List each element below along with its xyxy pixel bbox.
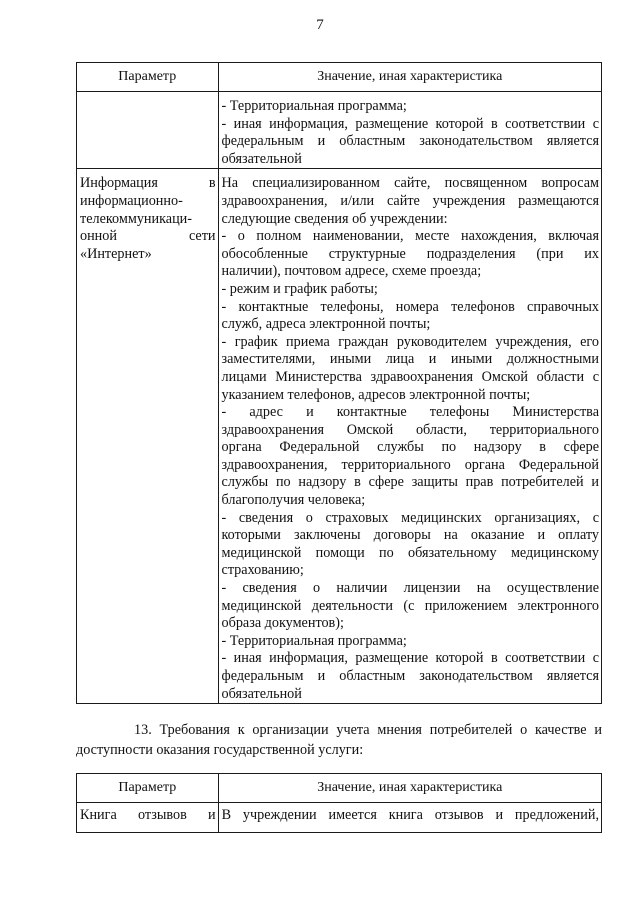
feedback-param-text: Книга отзывов и (80, 807, 216, 823)
value-text-line: лицами Министерства здравоохранения Омской области с (221, 368, 599, 385)
value-text-line: заместителями, иными лица и иными должностными (221, 351, 599, 368)
value-text-line: медицинской помощи по обязательному медицинскому (221, 544, 599, 561)
section-13-paragraph (76, 720, 602, 760)
param-text-line: Информация в (80, 175, 216, 192)
value-text-line: На специализированном сайте, посвященном вопросам (221, 175, 599, 192)
value-text-line: здравоохранения, территориального органа Федеральной (221, 456, 599, 473)
table-feedback (76, 773, 602, 833)
param-text-line: телекоммуникаци- (80, 210, 192, 227)
value-text-line: - сведения о страховых медицинских организациях, с (221, 509, 599, 526)
page-number: 7 (316, 17, 324, 33)
table-header-row (77, 63, 602, 92)
feedback-value-cell (218, 803, 601, 833)
header-value: Значение, иная характеристика (218, 63, 601, 92)
value-text-line: здравоохранения Омской области, территориального (221, 421, 599, 438)
table-header-row (77, 774, 602, 803)
value-text-line: медицинской деятельности (с приложением электронного (221, 597, 599, 614)
value-text-line: - контактные телефоны, номера телефонов справочных (221, 298, 599, 315)
value-text-line: здравоохранения, и/или сайте учреждения размещаются (221, 192, 599, 209)
param-text-line: информационно- (80, 192, 183, 209)
value-text-line: - Территориальная программа; (221, 632, 407, 649)
value-text-line: обособленные структурные подразделения (при их (221, 245, 599, 262)
row2-value-cell (218, 169, 601, 704)
value-text-line: служб, адреса электронной почты; (221, 316, 431, 333)
value-text-line: обязательной (221, 150, 302, 167)
value-text-line: указанием телефонов, адресов электронной почты; (221, 386, 531, 403)
value-text-line: обязательной (221, 685, 302, 702)
value-text-line: - иная информация, размещение которой в соответствии с (221, 115, 599, 132)
value-text-line: - Территориальная программа; (221, 98, 407, 114)
value-text-line: которыми заключены договоры на оказание и оплату (221, 527, 599, 544)
value-text-line: федеральным и областным законодательством является (221, 668, 599, 684)
value-text-line: образа документов); (221, 615, 344, 632)
table-information-sources (76, 62, 602, 704)
value-text-line: благополучия человека; (221, 492, 366, 509)
table-row (77, 803, 602, 833)
section-13-line-1: 13. Требования к организации учета мнения потребителей о качестве и (134, 722, 602, 738)
table-row (77, 92, 602, 169)
value-text-line: службы по надзору в сфере защиты прав потребителей и (221, 474, 599, 491)
value-text-line: органа Федеральной службы по надзору в сфере (221, 439, 599, 456)
header-param: Параметр (77, 63, 219, 92)
header-param: Параметр (77, 774, 219, 803)
value-text-line: наличии), почтовом адресе, схеме проезда; (221, 263, 482, 280)
value-text-line: страхованию; (221, 562, 304, 579)
row2-param-cell (77, 169, 219, 704)
value-text-line: - иная информация, размещение которой в соответствии с (221, 650, 599, 667)
feedback-param-cell (77, 803, 219, 833)
value-text-line: - адрес и контактные телефоны Министерства (221, 404, 599, 421)
row1-param-cell (77, 92, 219, 169)
header-value: Значение, иная характеристика (218, 774, 601, 803)
feedback-value-text: В учреждении имеется книга отзывов и предложений, (221, 807, 599, 823)
value-text-line: - о полном наименовании, месте нахождения, включая (221, 228, 599, 245)
value-text-line: - сведения о наличии лицензии на осуществление (221, 580, 599, 597)
value-text-line: - режим и график работы; (221, 280, 378, 297)
param-text-line: «Интернет» (80, 245, 152, 262)
section-13-line-2: доступности оказания государственной услуги: (76, 742, 364, 758)
param-text-line: онной сети (80, 228, 216, 245)
value-text-line: федеральным и областным законодательством является (221, 133, 599, 150)
table-row (77, 169, 602, 704)
row1-value-cell (218, 92, 601, 169)
value-text-line: следующие сведения об учреждении: (221, 210, 448, 227)
value-text-line: - график приема граждан руководителем учреждения, его (221, 333, 599, 350)
